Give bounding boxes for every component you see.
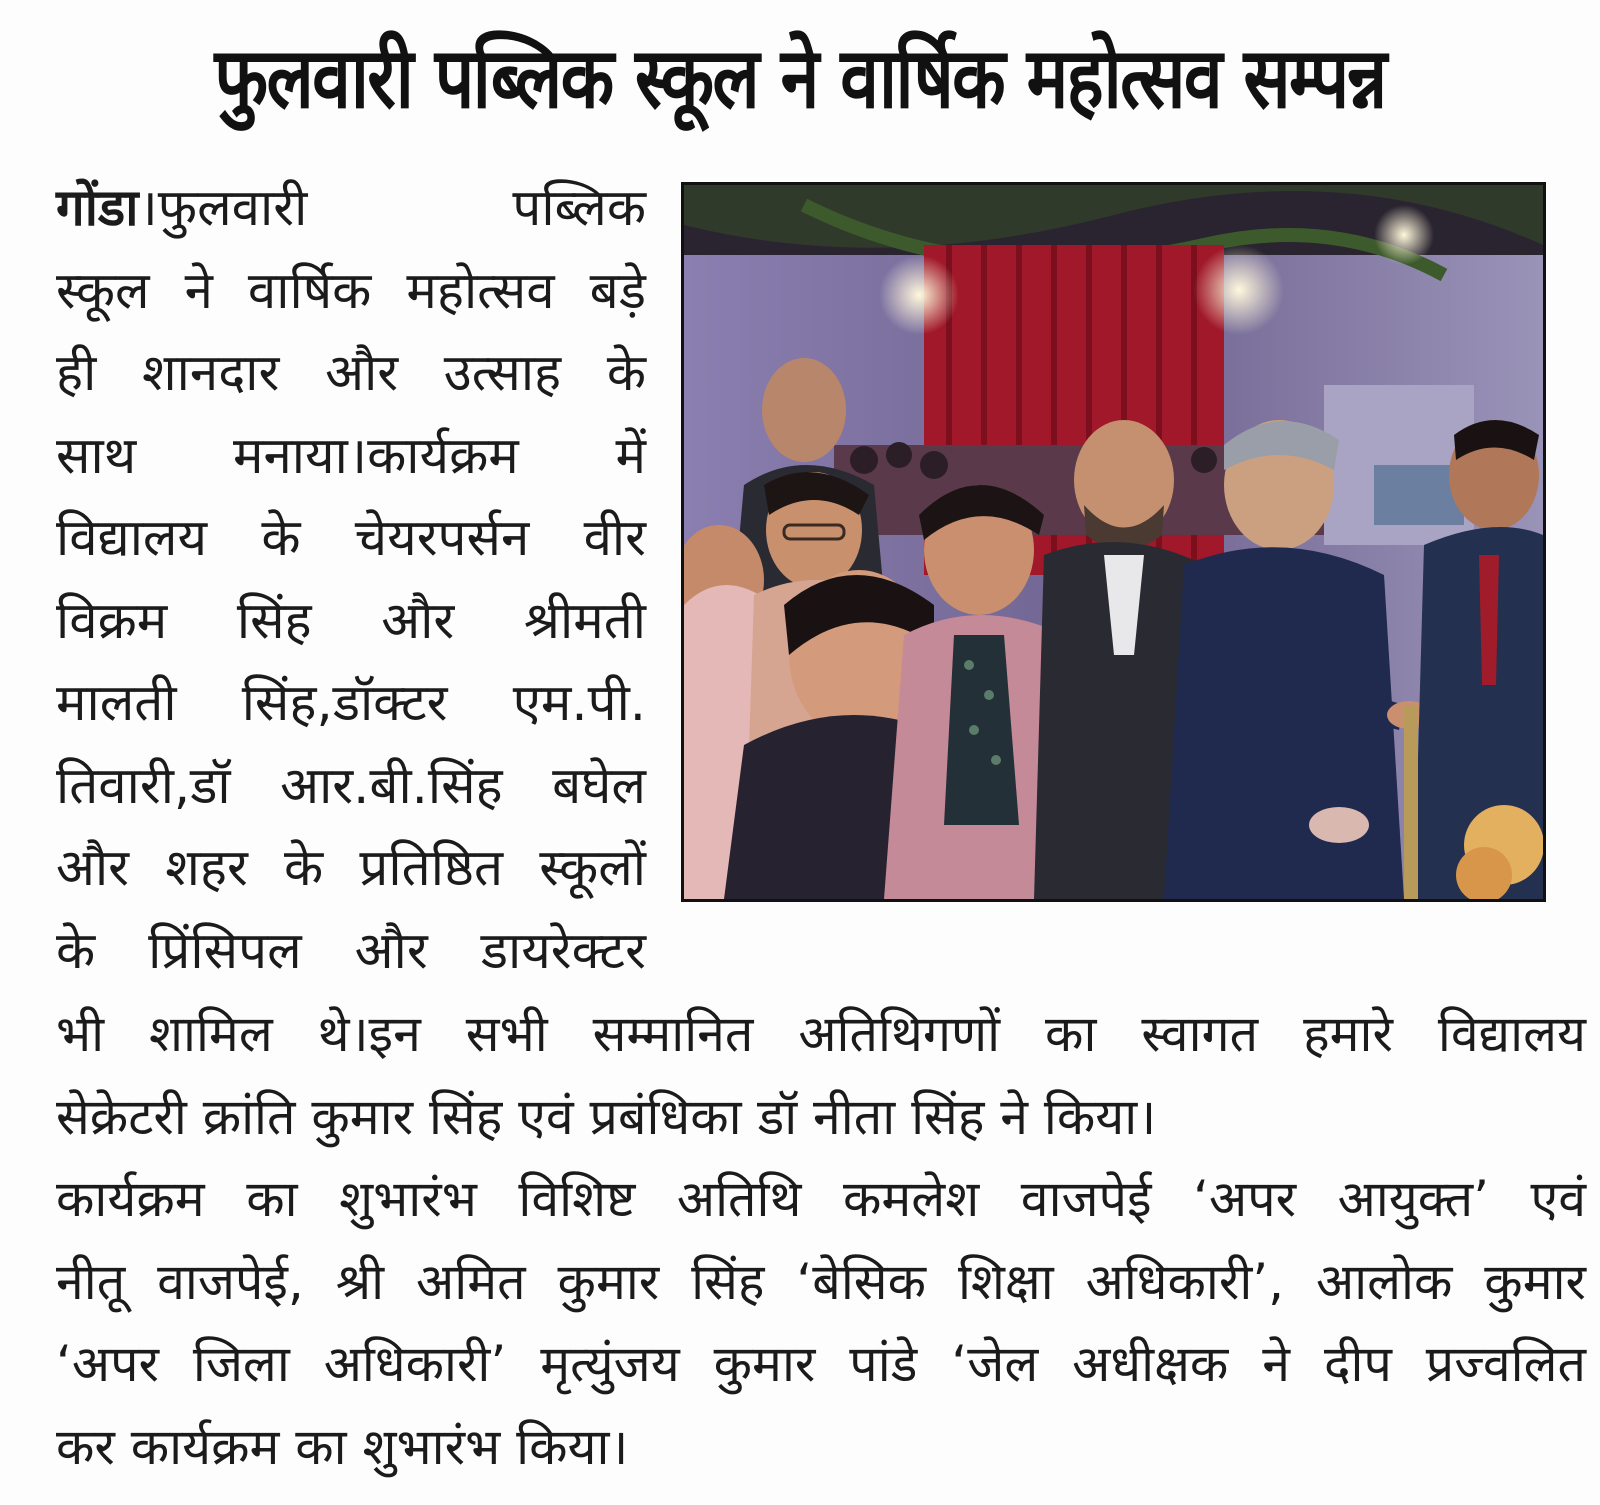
article-paragraph-1 xyxy=(56,993,1586,1158)
paragraph-1-line-2: सेक्रेटरी क्रांति कुमार सिंह एवं प्रबंधिका डॉ नीता सिंह ने किया। xyxy=(56,1087,1157,1146)
dateline: गोंडा xyxy=(56,179,139,238)
previous-article-edge xyxy=(60,0,700,6)
paragraph-1-line-1: भी शामिल थे।इन सभी सम्मानित अतिथिगणों का स्वागत हमारे विद्यालय xyxy=(56,1005,1586,1063)
paragraph-2-line-3: ‘अपर जिला अधिकारी’ मृत्युंजय कुमार पांडे ‘जेल अधीक्षक ने दीप प्रज्वलित xyxy=(56,1335,1586,1393)
paragraph-2-line-4: कर कार्यक्रम का शुभारंभ किया। xyxy=(56,1417,629,1476)
column-line-4: साथ मनाया।कार्यक्रम में xyxy=(56,426,646,486)
column-line-5: विद्यालय के चेयरपर्सन वीर xyxy=(56,509,646,568)
column-line-2: स्कूल ने वार्षिक महोत्सव बड़े xyxy=(56,261,646,321)
event-photo xyxy=(681,182,1546,902)
column-line-1-text: ।फुलवारी पब्लिक xyxy=(138,179,646,238)
column-line-3: ही शानदार और उत्साह के xyxy=(56,344,646,403)
column-line-8: तिवारी,डॉ आर.बी.सिंह बघेल xyxy=(56,756,646,816)
column-line-1 xyxy=(56,168,646,251)
column-line-9: और शहर के प्रतिष्ठित स्कूलों xyxy=(56,839,646,898)
paragraph-2-line-2: नीतू वाजपेई, श्री अमित कुमार सिंह ‘बेसिक शिक्षा अधिकारी’, आलोक कुमार xyxy=(56,1252,1586,1311)
paragraph-2-line-1: कार्यक्रम का शुभारंभ विशिष्ट अतिथि कमलेश वाजपेई ‘अपर आयुक्त’ एवं xyxy=(56,1170,1586,1228)
article-paragraph-2 xyxy=(56,1158,1586,1488)
column-line-6: विक्रम सिंह और श्रीमती xyxy=(56,591,646,651)
column-line-7: मालती सिंह,डॉक्टर एम.पी. xyxy=(56,674,646,733)
column-line-10: के प्रिंसिपल और डायरेक्टर xyxy=(56,921,646,981)
event-photo-illustration xyxy=(684,185,1543,899)
headline: फुलवारी पब्लिक स्कूल ने वार्षिक महोत्सव सम्पन्न xyxy=(214,29,1386,127)
article-column xyxy=(56,168,646,993)
